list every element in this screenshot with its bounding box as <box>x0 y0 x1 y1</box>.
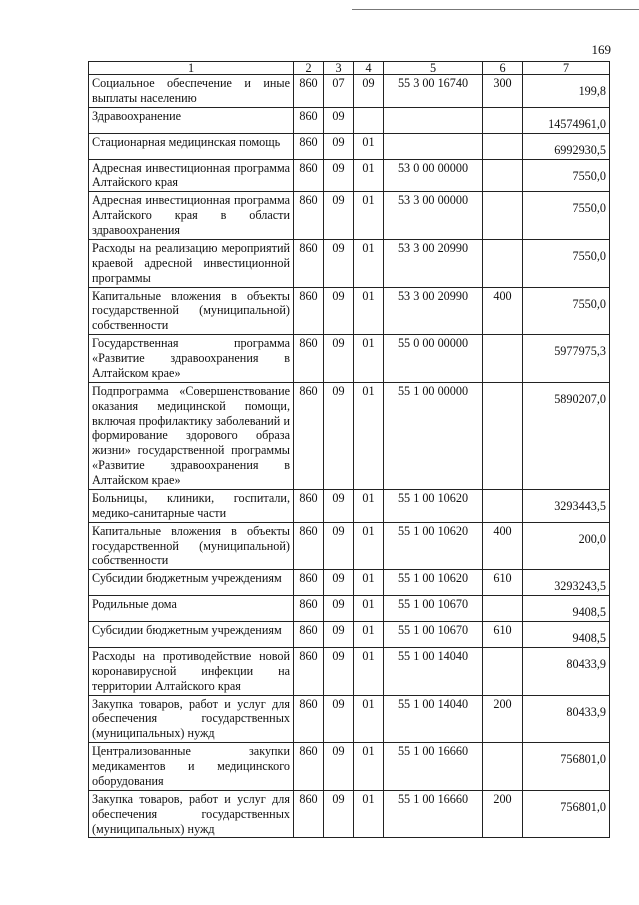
row-section-cell: 09 <box>324 382 354 489</box>
row-admin-code-cell: 860 <box>294 647 324 695</box>
row-expense-type-cell: 300 <box>483 75 523 108</box>
row-expense-type-cell <box>483 596 523 622</box>
row-article-cell: 55 3 00 16740 <box>384 75 483 108</box>
row-subsection-cell: 01 <box>354 647 384 695</box>
row-section-cell: 09 <box>324 790 354 838</box>
row-admin-code-cell: 860 <box>294 133 324 159</box>
row-sum-value: 199,8 <box>578 84 606 98</box>
table-row <box>89 382 610 489</box>
row-admin-code-cell: 860 <box>294 335 324 383</box>
row-expense-type-cell <box>483 192 523 240</box>
row-subsection-cell: 01 <box>354 522 384 570</box>
row-sum-value: 9408,5 <box>572 605 606 620</box>
table-row <box>89 743 610 791</box>
row-article-cell: 55 1 00 00000 <box>384 382 483 489</box>
row-sum-cell <box>523 622 610 648</box>
row-subsection-cell: 01 <box>354 382 384 489</box>
row-sum-value: 7550,0 <box>572 168 606 183</box>
table-row <box>89 596 610 622</box>
row-admin-code-cell: 860 <box>294 75 324 108</box>
row-article-cell: 55 1 00 10670 <box>384 596 483 622</box>
table-row <box>89 647 610 695</box>
column-header: 2 <box>294 62 324 75</box>
row-section-cell: 09 <box>324 596 354 622</box>
row-sum-cell <box>523 239 610 287</box>
row-sum-cell <box>523 522 610 570</box>
row-expense-type-cell <box>483 107 523 133</box>
row-sum-value: 756801,0 <box>560 752 606 767</box>
row-subsection-cell: 01 <box>354 489 384 522</box>
row-expense-type-cell <box>483 335 523 383</box>
row-admin-code-cell: 860 <box>294 382 324 489</box>
row-name-cell: Подпрограмма «Совершенствование оказания медицинской помощи, включая профилактику заболеваний и формирование здорового образа жизни» государственной программы «Развитие здравоохранения в Алтайском крае» <box>89 382 294 489</box>
row-expense-type-cell <box>483 743 523 791</box>
table-row <box>89 192 610 240</box>
row-subsection-cell: 01 <box>354 133 384 159</box>
table-row <box>89 239 610 287</box>
row-admin-code-cell: 860 <box>294 743 324 791</box>
row-subsection-cell: 01 <box>354 192 384 240</box>
row-expense-type-cell: 200 <box>483 695 523 743</box>
row-subsection-cell: 01 <box>354 570 384 596</box>
row-section-cell: 09 <box>324 239 354 287</box>
row-subsection-cell: 01 <box>354 790 384 838</box>
row-sum-cell <box>523 335 610 383</box>
row-subsection-cell: 01 <box>354 695 384 743</box>
row-name-cell: Субсидии бюджетным учреждениям <box>89 570 294 596</box>
row-sum-cell <box>523 647 610 695</box>
row-admin-code-cell: 860 <box>294 159 324 192</box>
row-name-cell: Закупка товаров, работ и услуг для обеспечения государственных (муниципальных) нужд <box>89 790 294 838</box>
row-article-cell: 55 1 00 14040 <box>384 695 483 743</box>
row-article-cell: 55 1 00 16660 <box>384 790 483 838</box>
row-article-cell: 53 0 00 00000 <box>384 159 483 192</box>
row-article-cell: 53 3 00 20990 <box>384 287 483 335</box>
row-admin-code-cell: 860 <box>294 622 324 648</box>
row-expense-type-cell <box>483 647 523 695</box>
top-rule <box>352 9 639 10</box>
row-name-cell: Субсидии бюджетным учреждениям <box>89 622 294 648</box>
row-subsection-cell: 01 <box>354 239 384 287</box>
row-sum-cell <box>523 695 610 743</box>
row-sum-cell <box>523 75 610 108</box>
table-row <box>89 75 610 108</box>
row-section-cell: 09 <box>324 335 354 383</box>
column-header: 4 <box>354 62 384 75</box>
row-sum-value: 6992930,5 <box>554 142 606 157</box>
row-expense-type-cell: 610 <box>483 622 523 648</box>
row-admin-code-cell: 860 <box>294 239 324 287</box>
column-header: 3 <box>324 62 354 75</box>
row-sum-value: 9408,5 <box>572 631 606 645</box>
row-subsection-cell <box>354 107 384 133</box>
row-article-cell: 55 1 00 10620 <box>384 570 483 596</box>
row-admin-code-cell: 860 <box>294 489 324 522</box>
column-header: 7 <box>523 62 610 75</box>
row-article-cell: 55 1 00 14040 <box>384 647 483 695</box>
table-row <box>89 695 610 743</box>
row-expense-type-cell <box>483 489 523 522</box>
row-admin-code-cell: 860 <box>294 287 324 335</box>
row-admin-code-cell: 860 <box>294 790 324 838</box>
row-article-cell: 55 1 00 10620 <box>384 522 483 570</box>
row-name-cell: Капитальные вложения в объекты государственной (муниципальной) собственности <box>89 522 294 570</box>
row-section-cell: 09 <box>324 192 354 240</box>
row-subsection-cell: 01 <box>354 287 384 335</box>
table-row <box>89 489 610 522</box>
row-expense-type-cell: 200 <box>483 790 523 838</box>
row-name-cell: Стационарная медицинская помощь <box>89 133 294 159</box>
table-row <box>89 522 610 570</box>
row-name-cell: Социальное обеспечение и иные выплаты населению <box>89 75 294 108</box>
row-article-cell: 55 1 00 16660 <box>384 743 483 791</box>
row-sum-cell <box>523 287 610 335</box>
row-admin-code-cell: 860 <box>294 107 324 133</box>
row-section-cell: 09 <box>324 695 354 743</box>
row-section-cell: 09 <box>324 489 354 522</box>
row-article-cell: 55 1 00 10620 <box>384 489 483 522</box>
row-sum-cell <box>523 159 610 192</box>
row-sum-value: 80433,9 <box>566 656 606 671</box>
row-expense-type-cell <box>483 159 523 192</box>
row-sum-value: 3293443,5 <box>554 498 606 513</box>
row-name-cell: Здравоохранение <box>89 107 294 133</box>
row-name-cell: Больницы, клиники, госпитали, медико-санитарные части <box>89 489 294 522</box>
row-expense-type-cell <box>483 239 523 287</box>
table-row <box>89 287 610 335</box>
row-article-cell: 55 0 00 00000 <box>384 335 483 383</box>
row-section-cell: 09 <box>324 570 354 596</box>
row-admin-code-cell: 860 <box>294 192 324 240</box>
row-subsection-cell: 01 <box>354 596 384 622</box>
row-name-cell: Расходы на реализацию мероприятий краевой адресной инвестиционной программы <box>89 239 294 287</box>
row-section-cell: 09 <box>324 107 354 133</box>
row-section-cell: 09 <box>324 287 354 335</box>
row-article-cell: 55 1 00 10670 <box>384 622 483 648</box>
table-row <box>89 622 610 648</box>
table-row <box>89 133 610 159</box>
row-expense-type-cell: 400 <box>483 287 523 335</box>
row-sum-cell <box>523 489 610 522</box>
row-sum-value: 5977975,3 <box>554 344 606 359</box>
row-article-cell <box>384 107 483 133</box>
row-section-cell: 09 <box>324 622 354 648</box>
row-expense-type-cell <box>483 382 523 489</box>
row-article-cell: 53 3 00 20990 <box>384 239 483 287</box>
row-sum-cell <box>523 743 610 791</box>
table-row <box>89 107 610 133</box>
table-row <box>89 335 610 383</box>
column-header: 6 <box>483 62 523 75</box>
row-subsection-cell: 01 <box>354 743 384 791</box>
row-sum-cell <box>523 596 610 622</box>
row-name-cell: Капитальные вложения в объекты государственной (муниципальной) собственности <box>89 287 294 335</box>
row-section-cell: 09 <box>324 159 354 192</box>
row-sum-cell <box>523 107 610 133</box>
row-section-cell: 09 <box>324 522 354 570</box>
row-sum-cell <box>523 133 610 159</box>
row-sum-cell <box>523 570 610 596</box>
row-subsection-cell: 01 <box>354 622 384 648</box>
row-subsection-cell: 01 <box>354 159 384 192</box>
row-admin-code-cell: 860 <box>294 522 324 570</box>
row-sum-value: 14574961,0 <box>548 116 606 131</box>
table-row <box>89 159 610 192</box>
column-header: 1 <box>89 62 294 75</box>
row-section-cell: 09 <box>324 647 354 695</box>
row-section-cell: 07 <box>324 75 354 108</box>
row-sum-value: 3293243,5 <box>554 579 606 594</box>
row-name-cell: Расходы на противодействие новой коронавирусной инфекции на территории Алтайского края <box>89 647 294 695</box>
row-name-cell: Закупка товаров, работ и услуг для обеспечения государственных (муниципальных) нужд <box>89 695 294 743</box>
row-sum-cell <box>523 790 610 838</box>
row-name-cell: Централизованные закупки медикаментов и медицинского оборудования <box>89 743 294 791</box>
row-section-cell: 09 <box>324 133 354 159</box>
row-name-cell: Адресная инвестиционная программа Алтайского края в области здравоохранения <box>89 192 294 240</box>
row-sum-value: 7550,0 <box>572 296 606 311</box>
page-number: 169 <box>591 42 611 57</box>
row-sum-value: 5890207,0 <box>554 391 606 406</box>
row-sum-value: 80433,9 <box>566 704 606 719</box>
table-row <box>89 570 610 596</box>
row-expense-type-cell: 400 <box>483 522 523 570</box>
row-section-cell: 09 <box>324 743 354 791</box>
row-expense-type-cell: 610 <box>483 570 523 596</box>
row-sum-value: 756801,0 <box>560 799 606 814</box>
row-name-cell: Государственная программа «Развитие здравоохранения в Алтайском крае» <box>89 335 294 383</box>
column-header: 5 <box>384 62 483 75</box>
table-row <box>89 790 610 838</box>
row-subsection-cell: 01 <box>354 335 384 383</box>
row-article-cell <box>384 133 483 159</box>
row-sum-cell <box>523 192 610 240</box>
row-name-cell: Адресная инвестиционная программа Алтайского края <box>89 159 294 192</box>
budget-table <box>88 61 610 838</box>
row-sum-value: 7550,0 <box>572 248 606 263</box>
row-article-cell: 53 3 00 00000 <box>384 192 483 240</box>
row-sum-value: 200,0 <box>578 531 606 546</box>
table-body <box>89 75 610 838</box>
row-admin-code-cell: 860 <box>294 596 324 622</box>
row-name-cell: Родильные дома <box>89 596 294 622</box>
row-admin-code-cell: 860 <box>294 695 324 743</box>
row-subsection-cell: 09 <box>354 75 384 108</box>
row-admin-code-cell: 860 <box>294 570 324 596</box>
row-sum-cell <box>523 382 610 489</box>
table-header-row <box>89 62 610 75</box>
row-sum-value: 7550,0 <box>572 201 606 216</box>
row-expense-type-cell <box>483 133 523 159</box>
